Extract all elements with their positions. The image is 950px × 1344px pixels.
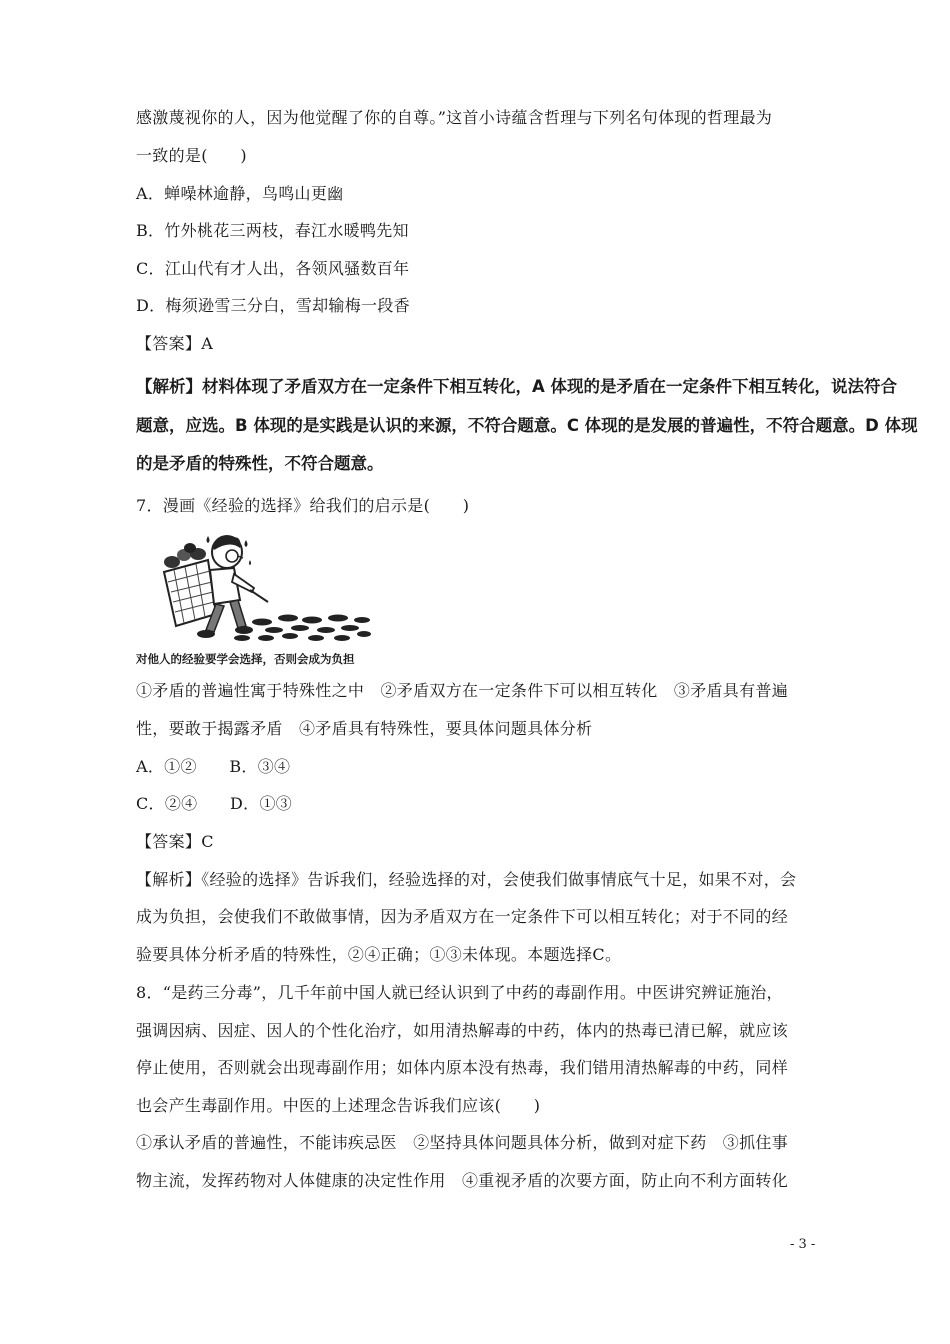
q7-answer: 【答案】C — [136, 832, 214, 851]
q6-analysis-line: 的是矛盾的特殊性，不符合题意。 — [136, 454, 384, 473]
q8-statements-line: 物主流，发挥药物对人体健康的决定性作用 ④重视矛盾的次要方面，防止向不利方面转化 — [136, 1171, 789, 1190]
q7-options-line: C．②④ D．①③ — [136, 794, 293, 813]
q7-statements-line: 性，要敢于揭露矛盾 ④矛盾具有特殊性，要具体问题具体分析 — [136, 719, 593, 738]
q6-option-d: D．梅须逊雪三分白，雪却输梅一段香 — [136, 296, 410, 315]
q6-option-c: C．江山代有才人出，各领风骚数百年 — [136, 259, 410, 278]
q6-answer: 【答案】A — [136, 334, 214, 353]
q8-statements-line: ①承认矛盾的普遍性，不能讳疾忌医 ②坚持具体问题具体分析，做到对症下药 ③抓住事 — [136, 1133, 789, 1152]
page-number: - 3 - — [790, 1237, 816, 1252]
q6-stem-line: 一致的是( ) — [136, 146, 247, 165]
q6-analysis-line: 题意，应选。B 体现的是实践是认识的来源，不符合题意。C 体现的是发展的普遍性，不符合题意。D 体现 — [136, 416, 918, 435]
cartoon-caption: 对他人的经验要学会选择，否则会成为负担 — [136, 652, 355, 666]
q6-option-a: A．蝉噪林逾静，鸟鸣山更幽 — [136, 184, 344, 203]
q7-stem: 7．漫画《经验的选择》给我们的启示是( ) — [136, 496, 470, 515]
q8-stem-line: 也会产生毒副作用。中医的上述理念告诉我们应该( ) — [136, 1096, 541, 1115]
q6-option-b: B．竹外桃花三两枝，春江水暖鸭先知 — [136, 221, 409, 240]
q7-analysis-line: 验要具体分析矛盾的特殊性，②④正确；①③未体现。本题选择C。 — [136, 945, 622, 964]
q7-statements-line: ①矛盾的普遍性寓于特殊性之中 ②矛盾双方在一定条件下可以相互转化 ③矛盾具有普遍 — [136, 681, 789, 700]
cartoon-image — [150, 530, 372, 648]
q7-analysis-line: 【解析】《经验的选择》告诉我们，经验选择的对，会使我们做事情底气十足，如果不对，会 — [136, 870, 797, 889]
q8-stem-line: 8．“是药三分毒”，几千年前中国人就已经认识到了中药的毒副作用。中医讲究辨证施治， — [136, 983, 783, 1002]
q7-options-line: A．①② B．③④ — [136, 757, 291, 776]
q6-analysis-line: 【解析】材料体现了矛盾双方在一定条件下相互转化，A 体现的是矛盾在一定条件下相互转化，说法符合 — [136, 377, 898, 396]
q8-stem-line: 强调因病、因症、因人的个性化治疗，如用清热解毒的中药，体内的热毒已清已解，就应该 — [136, 1021, 789, 1040]
q6-stem-line: 感激蔑视你的人，因为他觉醒了你的自尊。”这首小诗蕴含哲理与下列名句体现的哲理最为 — [136, 108, 773, 127]
q8-stem-line: 停止使用，否则就会出现毒副作用；如体内原本没有热毒，我们错用清热解毒的中药，同样 — [136, 1058, 789, 1077]
q7-analysis-line: 成为负担，会使我们不敢做事情，因为矛盾双方在一定条件下可以相互转化；对于不同的经 — [136, 907, 789, 926]
